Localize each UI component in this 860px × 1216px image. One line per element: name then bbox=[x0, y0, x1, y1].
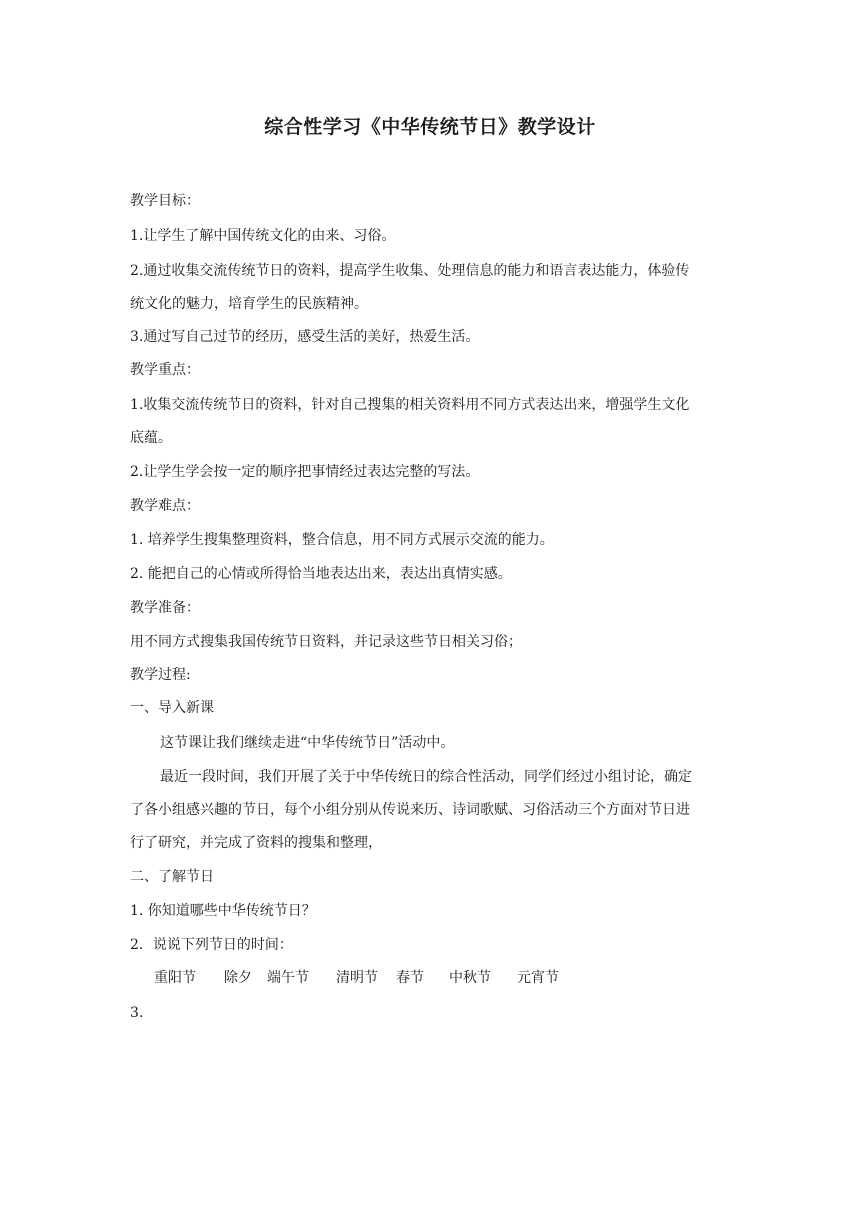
section-2-question-3: 3. bbox=[130, 1005, 144, 1021]
document-title: 综合性学习《中华传统节日》教学设计 bbox=[264, 116, 596, 138]
festival-item: 清明节 bbox=[336, 970, 378, 986]
section-2-question-2: 2．说说下列节日的时间： bbox=[130, 937, 293, 953]
festival-item: 春节 bbox=[396, 970, 424, 986]
difficulties-heading: 教学难点： bbox=[130, 498, 200, 514]
goals-item-3: 3.通过写自己过节的经历，感受生活的美好，热爱生活。 bbox=[130, 329, 480, 345]
preparation-text: 用不同方式搜集我国传统节日资料，并记录这些节日相关习俗； bbox=[130, 634, 522, 650]
section-1-paragraph-1: 这节课让我们继续走进“中华传统节日”活动中。 bbox=[160, 735, 455, 751]
section-1-paragraph-2-line-3: 行了研究，并完成了资料的搜集和整理， bbox=[130, 835, 382, 851]
key-points-item-2: 2.让学生学会按一定的顺序把事情经过表达完整的写法。 bbox=[130, 464, 480, 480]
festival-item: 中秋节 bbox=[449, 970, 491, 986]
festival-item: 除夕 bbox=[224, 970, 252, 986]
goals-item-1: 1.让学生了解中国传统文化的由来、习俗。 bbox=[130, 228, 396, 244]
difficulties-item-1: 1. 培养学生搜集整理资料，整合信息，用不同方式展示交流的能力。 bbox=[130, 532, 554, 548]
festival-item: 元宵节 bbox=[517, 970, 559, 986]
festival-item: 重阳节 bbox=[154, 970, 196, 986]
section-1-paragraph-2-line-2: 了各小组感兴趣的节日，每个小组分别从传说来历、诗词歌赋、习俗活动三个方面对节日进 bbox=[130, 802, 690, 818]
goals-item-2-line-1: 2.通过收集交流传统节日的资料，提高学生收集、处理信息的能力和语言表达能力，体验传 bbox=[130, 263, 690, 279]
section-1-paragraph-2-line-1: 最近一段时间，我们开展了关于中华传统日的综合性活动，同学们经过小组讨论，确定 bbox=[160, 769, 692, 785]
festival-item: 端午节 bbox=[267, 970, 309, 986]
key-points-heading: 教学重点： bbox=[130, 362, 200, 378]
goals-heading: 教学目标： bbox=[130, 193, 200, 209]
section-1-heading: 一、导入新课 bbox=[130, 700, 214, 716]
key-points-item-1-line-2: 底蕴。 bbox=[130, 430, 172, 446]
difficulties-item-2: 2. 能把自己的心情或所得恰当地表达出来，表达出真情实感。 bbox=[130, 566, 512, 582]
process-heading: 教学过程: bbox=[130, 667, 191, 683]
preparation-heading: 教学准备： bbox=[130, 600, 200, 616]
goals-item-2-line-2: 统文化的魅力，培育学生的民族精神。 bbox=[130, 296, 368, 312]
section-2-heading: 二、了解节日 bbox=[130, 869, 214, 885]
key-points-item-1-line-1: 1.收集交流传统节日的资料，针对自己搜集的相关资料用不同方式表达出来，增强学生文化 bbox=[130, 397, 690, 413]
section-2-question-1: 1. 你知道哪些中华传统节日？ bbox=[130, 903, 316, 919]
